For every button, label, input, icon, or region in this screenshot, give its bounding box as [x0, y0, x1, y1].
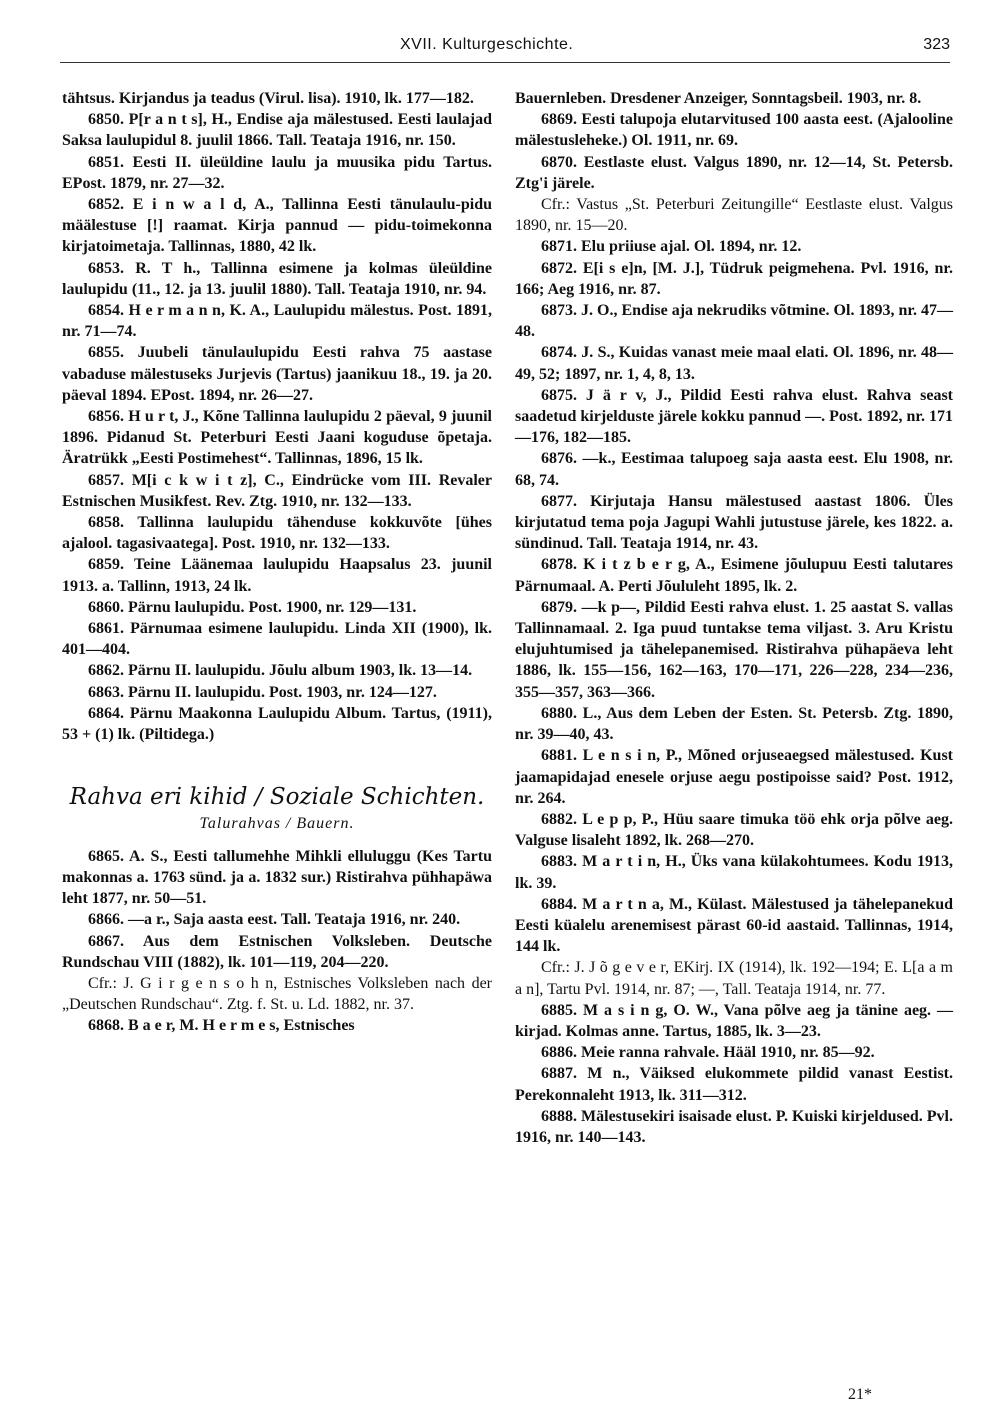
- bibliography-entry: 6885. M a s i n g, O. W., Vana põlve aeg ja tänine aeg. — kirjad. Kolmas anne. Tartus, 1885, lk. 3—23.: [515, 1001, 953, 1040]
- section-title: Rahva eri kihid / Soziale Schichten.: [69, 784, 485, 811]
- bibliography-entry: 6884. M a r t n a, M., Külast. Mälestused ja tähelepanekud Eesti küalelu arenemisest pärast 60-id aastaid. Tallinnas, 1914, 144 lk.: [515, 895, 953, 956]
- right-column: [515, 88, 953, 1148]
- bibliography-entry: 6877. Kirjutaja Hansu mälestused aastast 1806. Üles kirjutatud tema poja Jagupi Wahli jutustuse järele, kes 1822. a. sündinud. Tall. Teataja 1914, nr. 43.: [515, 492, 953, 553]
- bibliography-entry: Cfr.: Vastus „St. Peterburi Zeitungille“ Eestlaste elust. Valgus 1890, nr. 15—20.: [515, 196, 953, 235]
- bibliography-entry: 6866. —a r., Saja aasta eest. Tall. Teataja 1916, nr. 240.: [88, 911, 461, 929]
- bibliography-entry: 6853. R. T h., Tallinna esimene ja kolmas üleüldine laulupidu (11., 12. ja 13. juulil 1880). Tall. Teataja 1910, nr. 94.: [62, 259, 492, 298]
- bibliography-entry: 6856. H u r t, J., Kõne Tallinna laulupidu 2 päeval, 9 juunil 1896. Pidanud St. Peterburi Eesti Jaani koguduse õpetaja. Äratrükk „Eesti Postimehest“. Tallinnas, 1896, 15 lk.: [62, 408, 492, 468]
- bibliography-entry: 6871. Elu priiuse ajal. Ol. 1894, nr. 12.: [541, 238, 802, 256]
- running-header: [60, 28, 950, 63]
- bibliography-entry: 6882. L e p p, P., Hüu saare timuka töö ehk orja põlve aeg. Valguse lisaleht 1892, lk. 268—270.: [515, 810, 953, 850]
- bibliography-entry: 6861. Pärnumaa esimene laulupidu. Linda XII (1900), lk. 401—404.: [62, 620, 492, 659]
- bibliography-entry: 6850. P[r a n t s], H., Endise aja mälestused. Eesti laulajad Saksa laulupidul 8. juulil 1866. Tall. Teataja 1916, nr. 150.: [62, 111, 492, 150]
- bibliography-entry: 6864. Pärnu Maakonna Laulupidu Album. Tartus, (1911), 53 + (1) lk. (Piltidega.): [62, 704, 492, 744]
- bibliography-entry: 6869. Eesti talupoja elutarvitused 100 aasta eest. (Ajalooline mälestusleheke.) Ol. 1911, nr. 69.: [515, 111, 953, 150]
- bibliography-entry: 6888. Mälestusekiri isaisade elust. P. Kuiski kirjeldused. Pvl. 1916, nr. 140—143.: [515, 1107, 953, 1146]
- left-entries-before-section: [62, 88, 492, 745]
- bibliography-entry: 6874. J. S., Kuidas vanast meie maal elati. Ol. 1896, nr. 48—49, 52; 1897, nr. 1, 4, 8, 13.: [515, 344, 953, 383]
- right-entries: [515, 88, 953, 1148]
- bibliography-entry: 6870. Eestlaste elust. Valgus 1890, nr. 12—14, St. Petersb. Ztg'i järele.: [515, 153, 953, 192]
- bibliography-entry: 6859. Teine Läänemaa laulupidu Haapsalus 23. juunil 1913. a. Tallinn, 1913, 24 lk.: [62, 556, 492, 595]
- bibliography-entry: Bauernleben. Dresdener Anzeiger, Sonntagsbeil. 1903, nr. 8.: [515, 90, 922, 107]
- header-title: XVII. Kulturgeschichte.: [400, 36, 574, 53]
- bibliography-entry: 6868. B a e r, M. H e r m e s, Estnisches: [88, 1017, 355, 1035]
- bibliography-entry: 6881. L e n s i n, P., Mõned orjuseaegsed mälestused. Kust jaamapidajad enesele orjuse aegu postipoisse said? Post. 1912, nr. 264.: [515, 747, 953, 807]
- sheet-signature: 21*: [848, 1386, 872, 1403]
- bibliography-entry: 6887. M n., Väiksed elukommete pildid vanast Eestist. Perekonnaleht 1913, lk. 311—312.: [515, 1065, 953, 1104]
- bibliography-entry: 6878. K i t z b e r g, A., Esimene jõulupuu Eesti talutares Pärnumaal. A. Perti Jõululeht 1895, lk. 2.: [515, 556, 953, 595]
- subsection-title: Talurahvas / Bauern.: [199, 814, 355, 832]
- page-number: 323: [923, 36, 950, 53]
- bibliography-entry: 6855. Juubeli tänulaulupidu Eesti rahva 75 aastase vabaduse mälestuseks Jurjevis (Tartus) jaanikuu 18., 19. ja 20. päeval 1894. EPost. 1894, nr. 26—27.: [62, 344, 492, 404]
- bibliography-entry: 6886. Meie ranna rahvale. Hääl 1910, nr. 85—92.: [541, 1044, 875, 1062]
- bibliography-entry: Cfr.: J. J õ g e v e r, EKirj. IX (1914), lk. 192—194; E. L[a a m a n], Tartu Pvl. 1914, nr. 87; —, Tall. Teataja 1914, nr. 77.: [515, 959, 953, 998]
- bibliography-entry: 6876. —k., Eestimaa talupoeg saja aasta eest. Elu 1908, nr. 68, 74.: [515, 450, 953, 489]
- bibliography-entry: tähtsus. Kirjandus ja teadus (Virul. lisa). 1910, lk. 177—182.: [62, 90, 474, 107]
- bibliography-entry: 6851. Eesti II. üleüldine laulu ja muusika pidu Tartus. EPost. 1879, nr. 27—32.: [62, 153, 492, 192]
- bibliography-entry: 6863. Pärnu II. laulupidu. Post. 1903, nr. 124—127.: [88, 683, 437, 701]
- bibliography-entry: 6858. Tallinna laulupidu tähenduse kokkuvõte [ühes ajalool. tagasivaatega]. Post. 1910, nr. 132—133.: [62, 514, 492, 553]
- bibliography-entry: 6854. H e r m a n n, K. A., Laulupidu mälestus. Post. 1891, nr. 71—74.: [62, 302, 492, 341]
- left-entries-after-section: [62, 846, 492, 1037]
- bibliography-entry: 6867. Aus dem Estnischen Volksleben. Deutsche Rundschau VIII (1882), lk. 101—119, 204—220.: [62, 932, 492, 971]
- left-column: [62, 88, 492, 1037]
- bibliography-entry: 6852. E i n w a l d, A., Tallinna Eesti tänulaulu-pidu määlestuse [!] raamat. Kirja pannud — pidu-toimekonna kirjatoimetaja. Tallinnas, 1880, 42 lk.: [62, 196, 492, 256]
- bibliography-entry: Cfr.: J. G i r g e n s o h n, Estnisches Volksleben nach der „Deutschen Rundschau“. Ztg. f. St. u. Ld. 1882, nr. 37.: [62, 974, 492, 1014]
- bibliography-entry: 6873. J. O., Endise aja nekrudiks võtmine. Ol. 1893, nr. 47—48.: [515, 302, 953, 341]
- bibliography-entry: 6860. Pärnu laulupidu. Post. 1900, nr. 129—131.: [88, 598, 417, 616]
- bibliography-entry: 6883. M a r t i n, H., Üks vana külakohtumees. Kodu 1913, lk. 39.: [515, 853, 953, 892]
- bibliography-entry: 6879. —k p—, Pildid Eesti rahva elust. 1. 25 aastat S. vallas Tallinnamaal. 2. Iga puud tuntakse tema viljast. 3. Aru Kristu elujuhtumised ja tähelepanemised. Ristirahva pühapäeva leht 1886, lk. 155—156, 162—163, 170—171, 226—228, 234—236, 355—357, 363—366.: [515, 598, 953, 701]
- bibliography-entry: 6862. Pärnu II. laulupidu. Jõulu album 1903, lk. 13—14.: [88, 662, 473, 680]
- bibliography-entry: 6857. M[i c k w i t z], C., Eindrücke vom III. Revaler Estnischen Musikfest. Rev. Ztg. 1910, nr. 132—133.: [62, 471, 492, 510]
- bibliography-entry: 6865. A. S., Eesti tallumehhe Mihkli elluluggu (Kes Tartu makonnas a. 1763 sünd. ja a. 1832 sur.) Ristirahva pühhapäwa leht 1877, nr. 50—51.: [62, 847, 492, 908]
- bibliography-entry: 6875. J ä r v, J., Pildid Eesti rahva elust. Rahva seast saadetud kirjelduste järele kokku pannud —. Post. 1892, nr. 171—176, 182—185.: [515, 386, 953, 447]
- bibliography-entry: 6880. L., Aus dem Leben der Esten. St. Petersb. Ztg. 1890, nr. 39—40, 43.: [515, 704, 953, 744]
- bibliography-entry: 6872. E[i s e]n, [M. J.], Tüdruk peigmehena. Pvl. 1916, nr. 166; Aeg 1916, nr. 87.: [515, 259, 953, 298]
